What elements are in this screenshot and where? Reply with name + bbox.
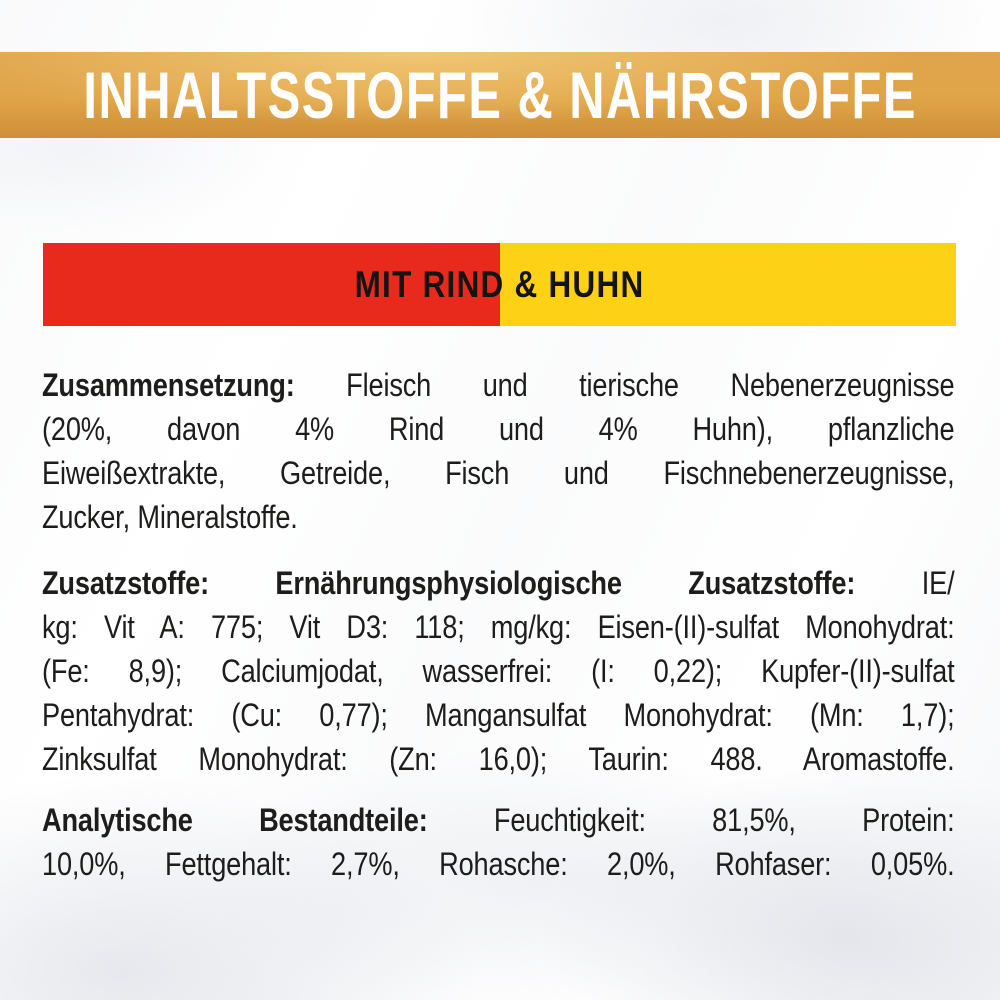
text-segment: Pentahydrat: (Cu: 0,77); Mangansulfat Monohydrat: (Mn: 1,7);: [42, 697, 955, 733]
text-line: [42, 407, 954, 451]
text-segment: IE/: [855, 565, 955, 601]
label-bold-segment: Zusammensetzung:: [42, 367, 295, 403]
text-segment: (Fe: 8,9); Calciumjodat, wasserfrei: (I: 0,22); Kupfer-(II)-sulfat: [42, 653, 955, 689]
text-segment: Fleisch und tierische Nebenerzeugnisse: [294, 367, 955, 403]
text-line: [42, 649, 954, 693]
text-line: [42, 451, 954, 495]
text-line: [42, 737, 954, 781]
text-line: [42, 798, 954, 842]
text-line: [42, 561, 954, 605]
section-header-title: INHALTSSTOFFE & NÄHRSTOFFE: [83, 58, 917, 132]
text-segment: (20%, davon 4% Rind und 4% Huhn), pflanzliche: [42, 411, 955, 447]
text-segment: Zucker, Mineralstoffe.: [42, 499, 298, 535]
text-line: [42, 842, 954, 886]
label-bold-segment: Zusatzstoffe: Ernährungsphysiologische Zusatzstoffe:: [42, 565, 856, 601]
text-segment: Feuchtigkeit: 81,5%, Protein:: [427, 802, 955, 838]
text-segment: 10,0%, Fettgehalt: 2,7%, Rohasche: 2,0%, Rohfaser: 0,05%.: [42, 846, 955, 882]
section-zusatzstoffe: [42, 561, 954, 781]
text-line: [42, 495, 954, 539]
text-segment: Eiweißextrakte, Getreide, Fisch und Fischnebenerzeugnisse,: [42, 455, 955, 491]
text-segment: Zinksulfat Monohydrat: (Zn: 16,0); Taurin: 488. Aromastoffe.: [42, 741, 955, 777]
section-zusammensetzung: [42, 363, 954, 539]
text-line: [42, 693, 954, 737]
text-line: [42, 363, 954, 407]
section-analytische-bestandteile: [42, 798, 954, 886]
text-line: [42, 605, 954, 649]
flavor-label: MIT RIND & HUHN: [354, 263, 645, 305]
text-segment: kg: Vit A: 775; Vit D3: 118; mg/kg: Eisen-(II)-sulfat Monohydrat:: [42, 609, 955, 645]
label-bold-segment: Analytische Bestandteile:: [42, 802, 428, 838]
